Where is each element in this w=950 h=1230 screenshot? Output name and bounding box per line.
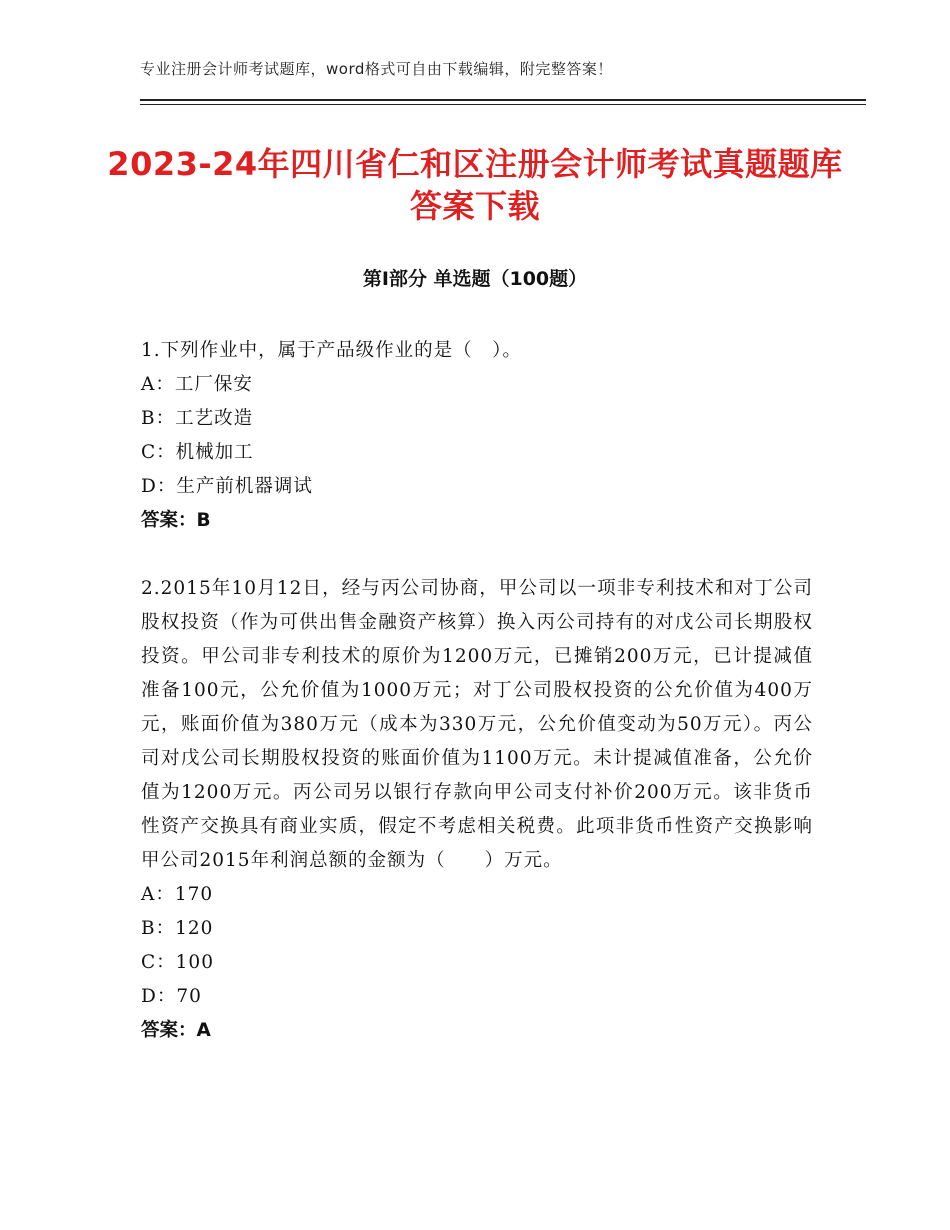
option-a: A：170 bbox=[141, 884, 214, 905]
question-list bbox=[141, 334, 813, 1048]
answer-line: 答案：B bbox=[141, 510, 211, 531]
question-stem: 1.下列作业中，属于产品级作业的是（ ）。 bbox=[141, 340, 522, 361]
option-c: C：100 bbox=[141, 952, 214, 973]
option-b: B：工艺改造 bbox=[141, 408, 254, 429]
document-title: 2023-24年四川省仁和区注册会计师考试真题题库答案下载 bbox=[107, 145, 843, 225]
option-d: D：生产前机器调试 bbox=[141, 476, 313, 497]
header-divider-thin bbox=[140, 104, 866, 105]
option-c: C：机械加工 bbox=[141, 442, 254, 463]
header-divider-thick bbox=[140, 99, 866, 101]
header-note: 专业注册会计师考试题库，word格式可自由下载编辑，附完整答案！ bbox=[140, 60, 613, 78]
option-b: B：120 bbox=[141, 918, 214, 939]
section-title: 第Ⅰ部分 单选题（100题） bbox=[362, 268, 588, 290]
answer-line: 答案：A bbox=[141, 1020, 211, 1041]
option-d: D：70 bbox=[141, 986, 202, 1007]
question-1 bbox=[141, 334, 813, 538]
option-a: A：工厂保安 bbox=[141, 374, 253, 395]
question-stem: 2.2015年10月12日，经与丙公司协商，甲公司以一项非专利技术和对丁公司股权投资（作为可供出售金融资产核算）换入丙公司持有的对戊公司长期股权投资。甲公司非专利技术的原价为1200万元，已摊销200万元，已计提减值准备100元，公允价值为1000万元；对丁公司股权投资的公允价值为400万元，账面价值为380万元（成本为330万元，公允价值变动为50万元）。丙公司对戊公司长期股权投资的账面价值为1100万元。未计提减值准备，公允价值为1200万元。丙公司另以银行存款向甲公司支付补价200万元。该非货币性资产交换具有商业实质，假定不考虑相关税费。此项非货币性资产交换影响甲公司2015年利润总额的金额为（ ）万元。 bbox=[141, 578, 813, 871]
question-2 bbox=[141, 572, 813, 1048]
